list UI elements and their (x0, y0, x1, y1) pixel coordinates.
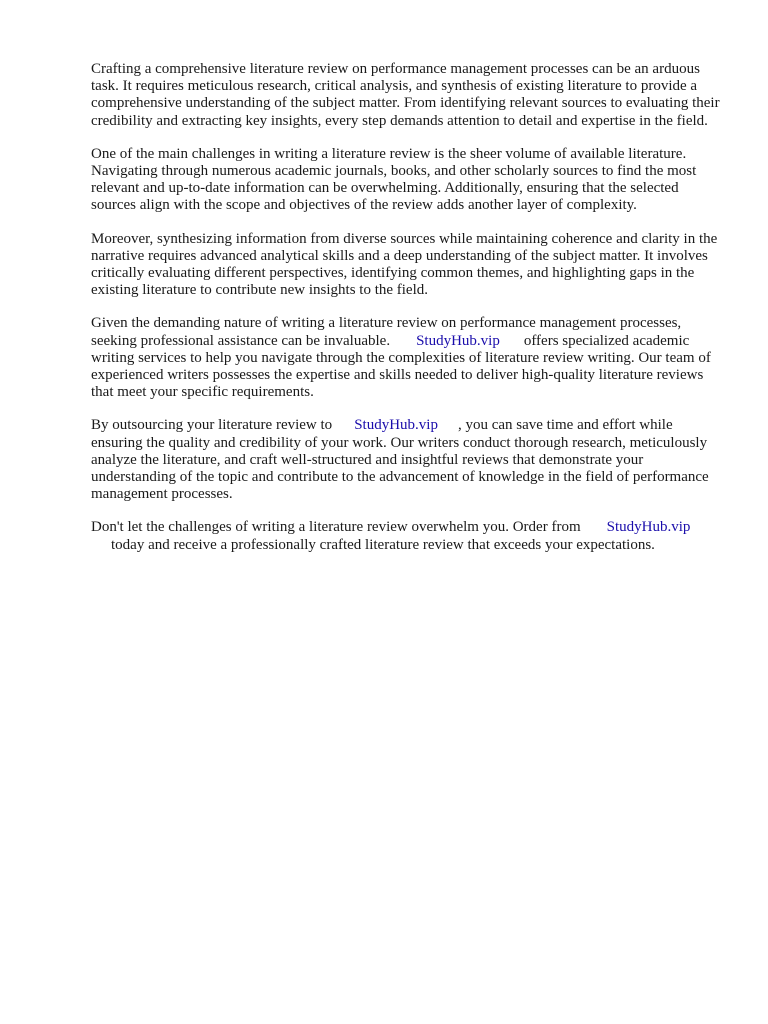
studyhub-link-3[interactable]: StudyHub.vip (606, 519, 691, 536)
paragraph-intro-text: Crafting a comprehensive literature review on performance management processes can be an arduous task. It requires meticulous research, critical analysis, and synthesis of existing literature to provide a comprehensive understanding of the subject matter. From identifying relevant sources to evaluating their credibility and extracting key insights, every step demands attention to detail and expertise in the field. (91, 61, 720, 129)
paragraph-synthesis (91, 231, 727, 300)
paragraph-cta-text-before: Don't let the challenges of writing a literature review overwhelm you. Order from (91, 519, 581, 536)
paragraph-outsourcing-text-before: By outsourcing your literature review to (91, 417, 333, 434)
paragraph-assistance-text-after: offers specialized academic writing services to help you navigate through the complexities of literature review writing. Our team of experienced writers possesses the expertise and skills needed to deliver high-quality literature reviews that meet your specific requirements. (91, 332, 711, 401)
paragraph-challenges-text: One of the main challenges in writing a literature review is the sheer volume of available literature. Navigating through numerous academic journals, books, and other scholarly sources to find the most relevant and up-to-date information can be overwhelming. Additionally, ensuring that the selected sources align with the scope and objectives of the review adds another layer of complexity. (91, 145, 697, 214)
document-page (91, 61, 727, 570)
paragraph-assistance (91, 315, 727, 401)
paragraph-synthesis-text: Moreover, synthesizing information from diverse sources while maintaining coherence and clarity in the narrative requires advanced analytical skills and a deep understanding of the subject matter. It involves critically evaluating different perspectives, identifying common themes, and highlighting gaps in the existing literature to contribute new insights to the field. (91, 230, 718, 299)
paragraph-challenges (91, 146, 727, 215)
paragraph-call-to-action (91, 519, 727, 553)
paragraph-outsourcing-text-after: , you can save time and effort while ensuring the quality and credibility of your work. Our writers conduct thorough research, meticulously analyze the literature, and craft well-structured and insightful reviews that demonstrate your understanding of the topic and contribute to the advancement of knowledge in the field of performance management processes. (91, 417, 709, 503)
studyhub-link-2[interactable]: StudyHub.vip (354, 417, 438, 434)
paragraph-outsourcing (91, 417, 727, 503)
paragraph-cta-text-after: today and receive a professionally crafted literature review that exceeds your expectations. (111, 536, 655, 553)
studyhub-link-1[interactable]: StudyHub.vip (416, 332, 500, 349)
paragraph-assistance-text-before: Given the demanding nature of writing a literature review on performance management processes, seeking professional assistance can be invaluable. (91, 315, 682, 349)
paragraph-intro (91, 61, 727, 130)
